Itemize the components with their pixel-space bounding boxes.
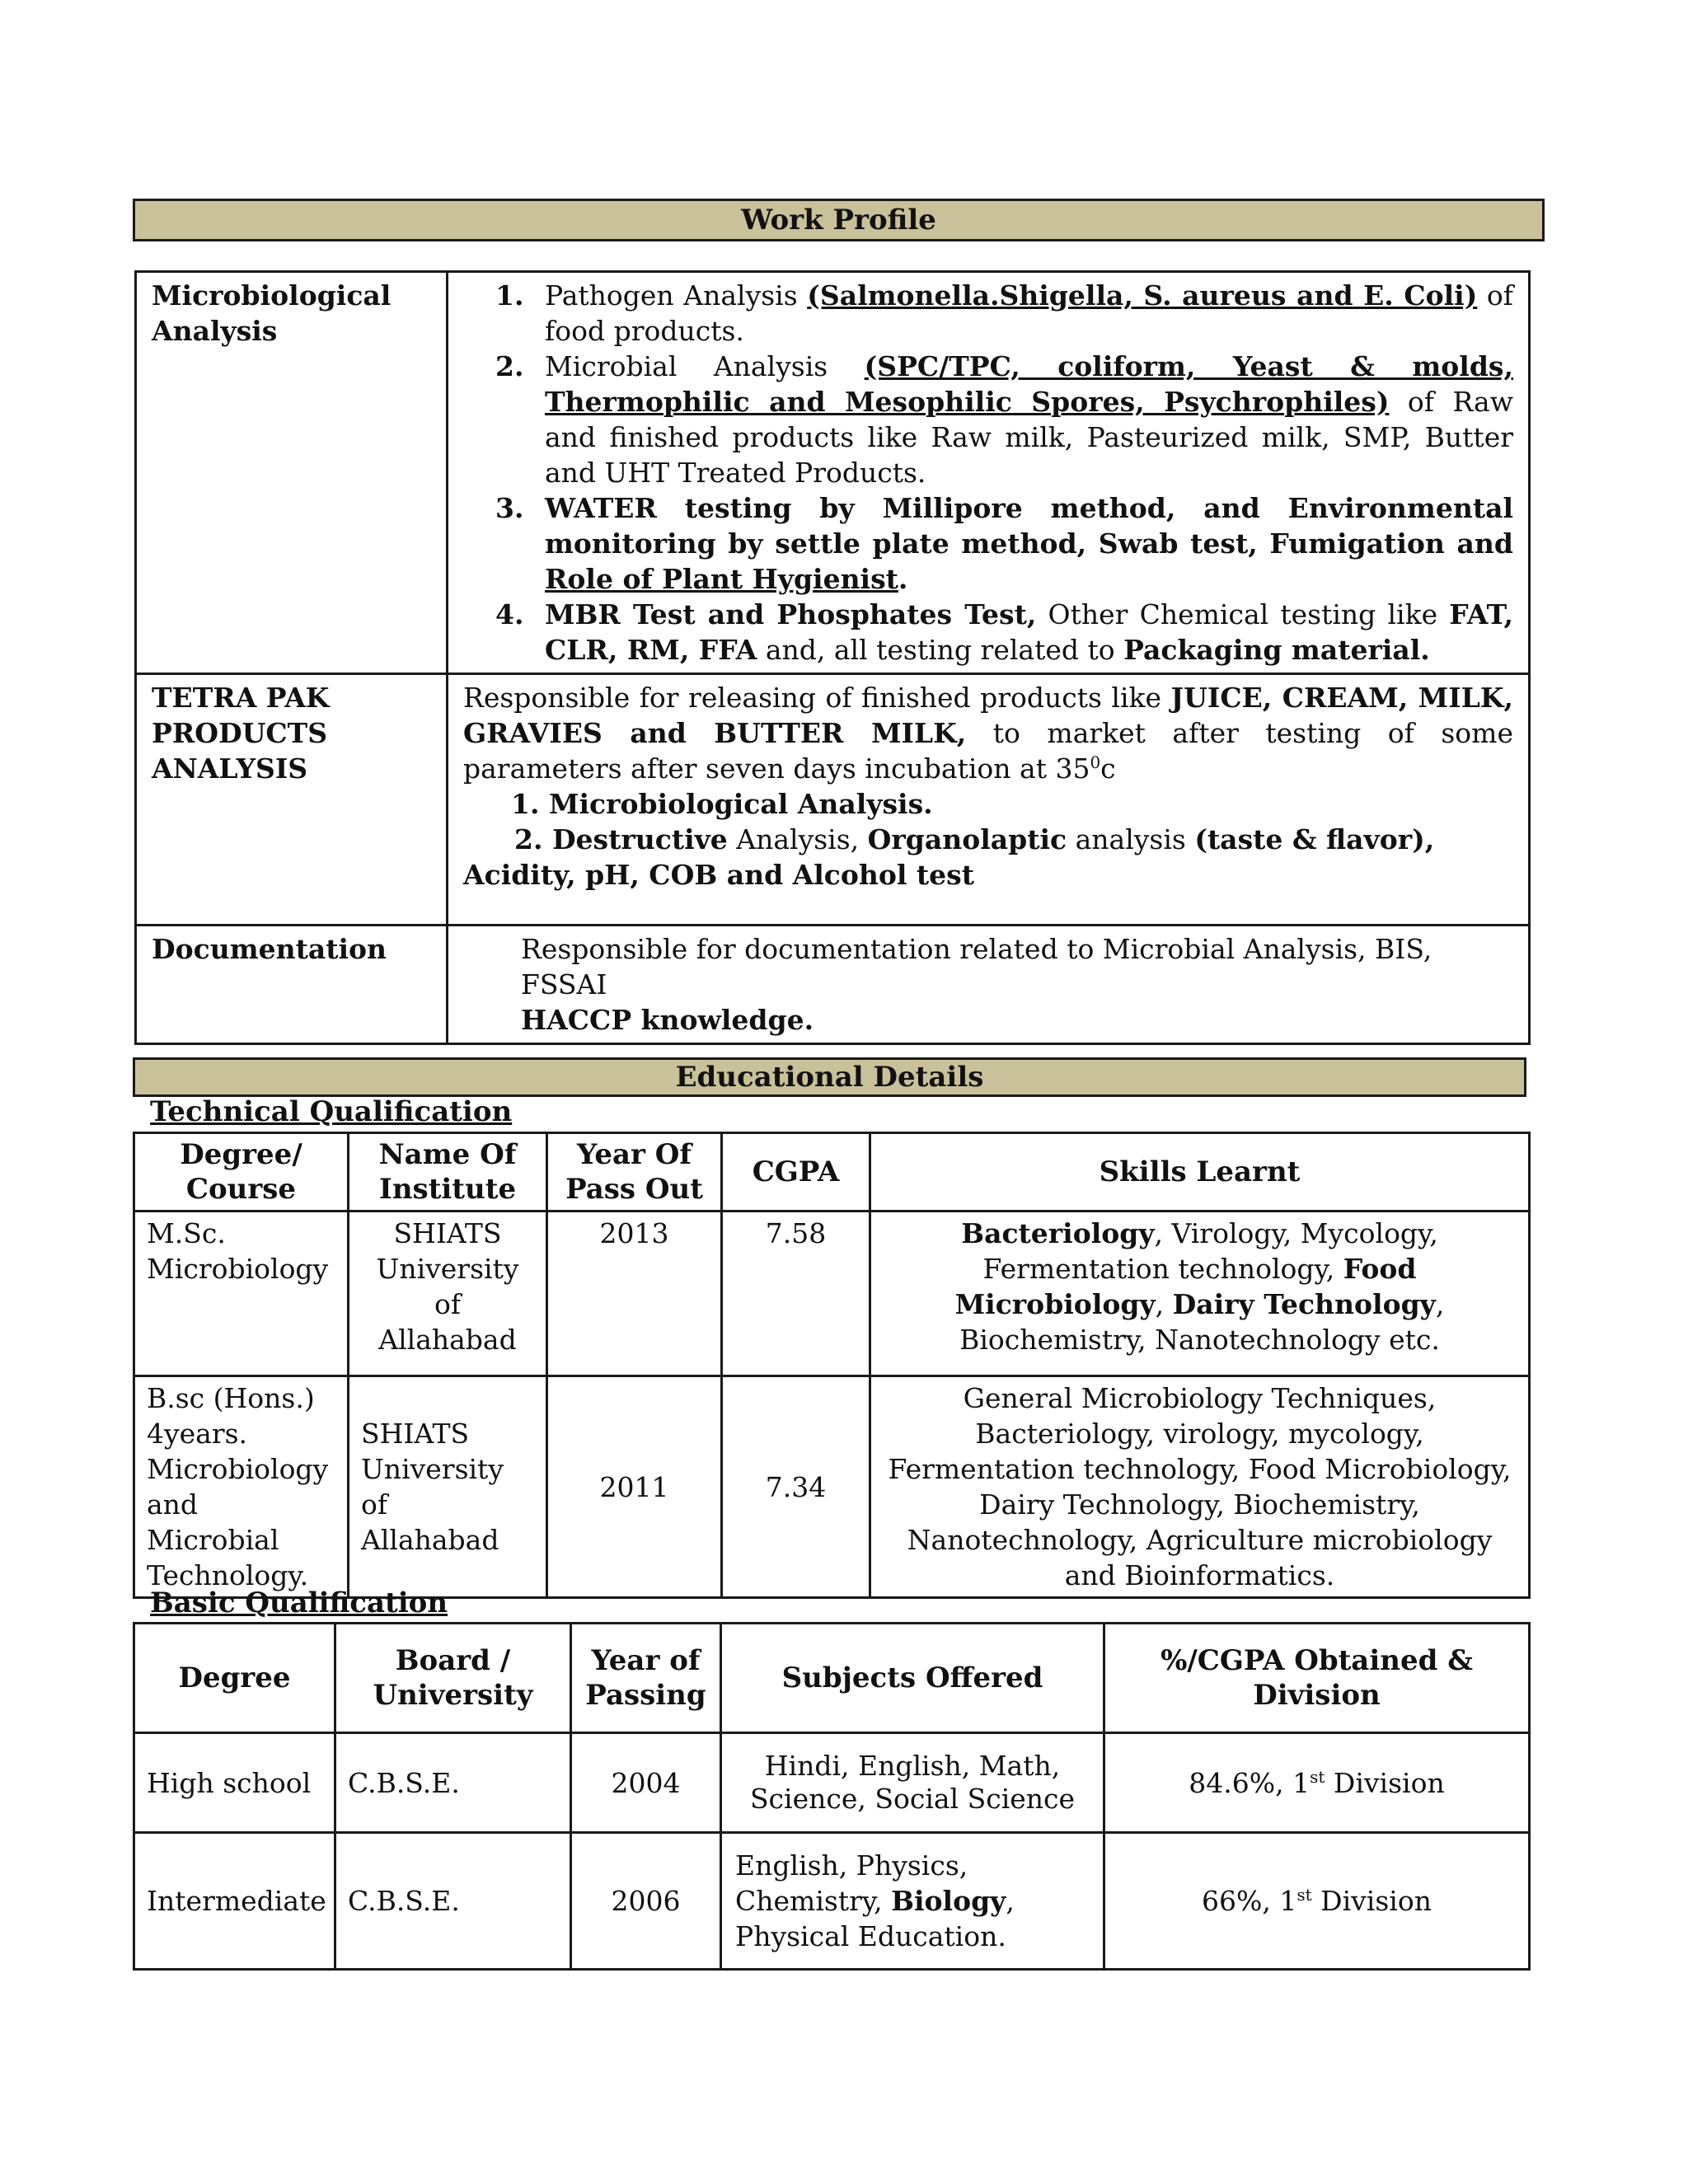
tetra-pak-point-1: 1. Microbiological Analysis. — [511, 788, 933, 820]
column-header: Board / University — [335, 1624, 571, 1733]
subjects-cell: Hindi, English, Math, Science, Social Science — [721, 1733, 1104, 1833]
basic-qualification-table — [133, 1622, 1531, 1971]
column-header: CGPA — [722, 1133, 870, 1212]
work-profile-heading-text: Work Profile — [741, 204, 936, 237]
work-profile-table — [134, 270, 1531, 1045]
skills-cell — [870, 1212, 1530, 1376]
list-item: 1. Pathogen Analysis (Salmonella.Shigella, S. aureus and E. Coli) of food products. — [533, 278, 1513, 349]
board-cell: C.B.S.E. — [335, 1833, 571, 1970]
microbiological-analysis-content — [448, 272, 1530, 674]
degree-cell: B.sc (Hons.) 4years. Microbiology and Microbial Technology. — [134, 1376, 349, 1598]
list-item: 4. MBR Test and Phosphates Test, Other Chemical testing like FAT, CLR, RM, FFA and, all testing related to Packaging material. — [533, 597, 1513, 668]
list-item: 2. Microbial Analysis (SPC/TPC, coliform, Yeast & molds, Thermophilic and Mesophilic Spores, Psychrophiles) of Raw and finished products like Raw milk, Pasteurized milk, SMP, Butter and UHT Treated Products. — [533, 349, 1513, 490]
work-profile-heading — [133, 199, 1545, 241]
tetra-pak-point-2: 2. Destructive Analysis, Organolaptic analysis (taste & flavor), Acidity, pH, COB and Alcohol test — [463, 823, 1435, 891]
subjects-cell: English, Physics, Chemistry, Biology, Physical Education. — [721, 1833, 1104, 1970]
year-cell: 2013 — [547, 1212, 722, 1376]
documentation-text: Responsible for documentation related to Microbial Analysis, BIS, FSSAI — [521, 933, 1432, 1001]
documentation-haccp: HACCP knowledge. — [521, 1004, 814, 1036]
column-header: Year Of Pass Out — [547, 1133, 722, 1212]
column-header: Name Of Institute — [349, 1133, 547, 1212]
documentation-content — [448, 926, 1530, 1044]
table-row — [134, 1833, 1530, 1970]
skill-highlight: Bacteriology — [961, 1217, 1155, 1249]
year-cell: 2006 — [571, 1833, 721, 1970]
degree-cell: Intermediate — [134, 1833, 335, 1970]
tetra-pak-content — [448, 674, 1530, 926]
table-row — [136, 926, 1530, 1044]
tetra-pak-label: TETRA PAK PRODUCTS ANALYSIS — [136, 674, 448, 926]
column-header: Skills Learnt — [870, 1133, 1530, 1212]
technical-qualification-title: Technical Qualification — [150, 1095, 513, 1128]
cgpa-cell: 7.58 — [722, 1212, 870, 1376]
institute-cell: SHIATS University of Allahabad — [349, 1212, 547, 1376]
educational-details-heading-text: Educational Details — [675, 1061, 984, 1094]
skills-cell: General Microbiology Techniques, Bacteriology, virology, mycology, Fermentation technology, Food Microbiology, Dairy Technology, Biochemistry, Nanotechnology, Agriculture microbiology and Bioinformatics. — [870, 1376, 1530, 1598]
skill-highlight: Dairy Technology — [1172, 1288, 1436, 1320]
degree-cell: M.Sc. Microbiology — [134, 1212, 349, 1376]
microbiological-analysis-label: Microbiological Analysis — [136, 272, 448, 674]
year-cell: 2011 — [547, 1376, 722, 1598]
table-row — [134, 1212, 1530, 1376]
table-row — [134, 1733, 1530, 1833]
table-header-row — [134, 1624, 1530, 1733]
skill-text: , — [1155, 1288, 1173, 1320]
skill-text: , Biochemistry, Nanotechnology etc. — [959, 1288, 1445, 1356]
column-header: Year of Passing — [571, 1624, 721, 1733]
skill-text: , Virology, Mycology, Fermentation technology, — [982, 1217, 1438, 1285]
technical-qualification-table — [133, 1132, 1531, 1599]
documentation-label: Documentation — [136, 926, 448, 1044]
column-header: Subjects Offered — [721, 1624, 1104, 1733]
institute-cell: SHIATS University of Allahabad — [349, 1376, 547, 1598]
table-header-row — [134, 1133, 1530, 1212]
board-cell: C.B.S.E. — [335, 1733, 571, 1833]
cgpa-cell: 7.34 — [722, 1376, 870, 1598]
column-header: Degree — [134, 1624, 335, 1733]
table-row — [136, 272, 1530, 674]
educational-details-heading — [133, 1057, 1526, 1097]
skill-highlight: Food Microbiology — [954, 1253, 1417, 1320]
table-row — [136, 674, 1530, 926]
table-row — [134, 1376, 1530, 1598]
result-cell: 66%, 1st Division — [1104, 1833, 1530, 1970]
basic-qualification-title: Basic Qualification — [150, 1586, 448, 1619]
degree-cell: High school — [134, 1733, 335, 1833]
result-cell: 84.6%, 1st Division — [1104, 1733, 1530, 1833]
column-header: %/CGPA Obtained & Division — [1104, 1624, 1530, 1733]
microbiological-analysis-list — [463, 278, 1513, 668]
list-item: 3. WATER testing by Millipore method, and Environmental monitoring by settle plate method, Swab test, Fumigation and Role of Plant Hygienist. — [533, 490, 1513, 597]
column-header: Degree/ Course — [134, 1133, 349, 1212]
tetra-pak-intro: Responsible for releasing of finished products like JUICE, CREAM, MILK, GRAVIES and BUTTER MILK, to market after testing of some parameters after seven days incubation at $35^0c$ — [463, 682, 1514, 785]
year-cell: 2004 — [571, 1733, 721, 1833]
